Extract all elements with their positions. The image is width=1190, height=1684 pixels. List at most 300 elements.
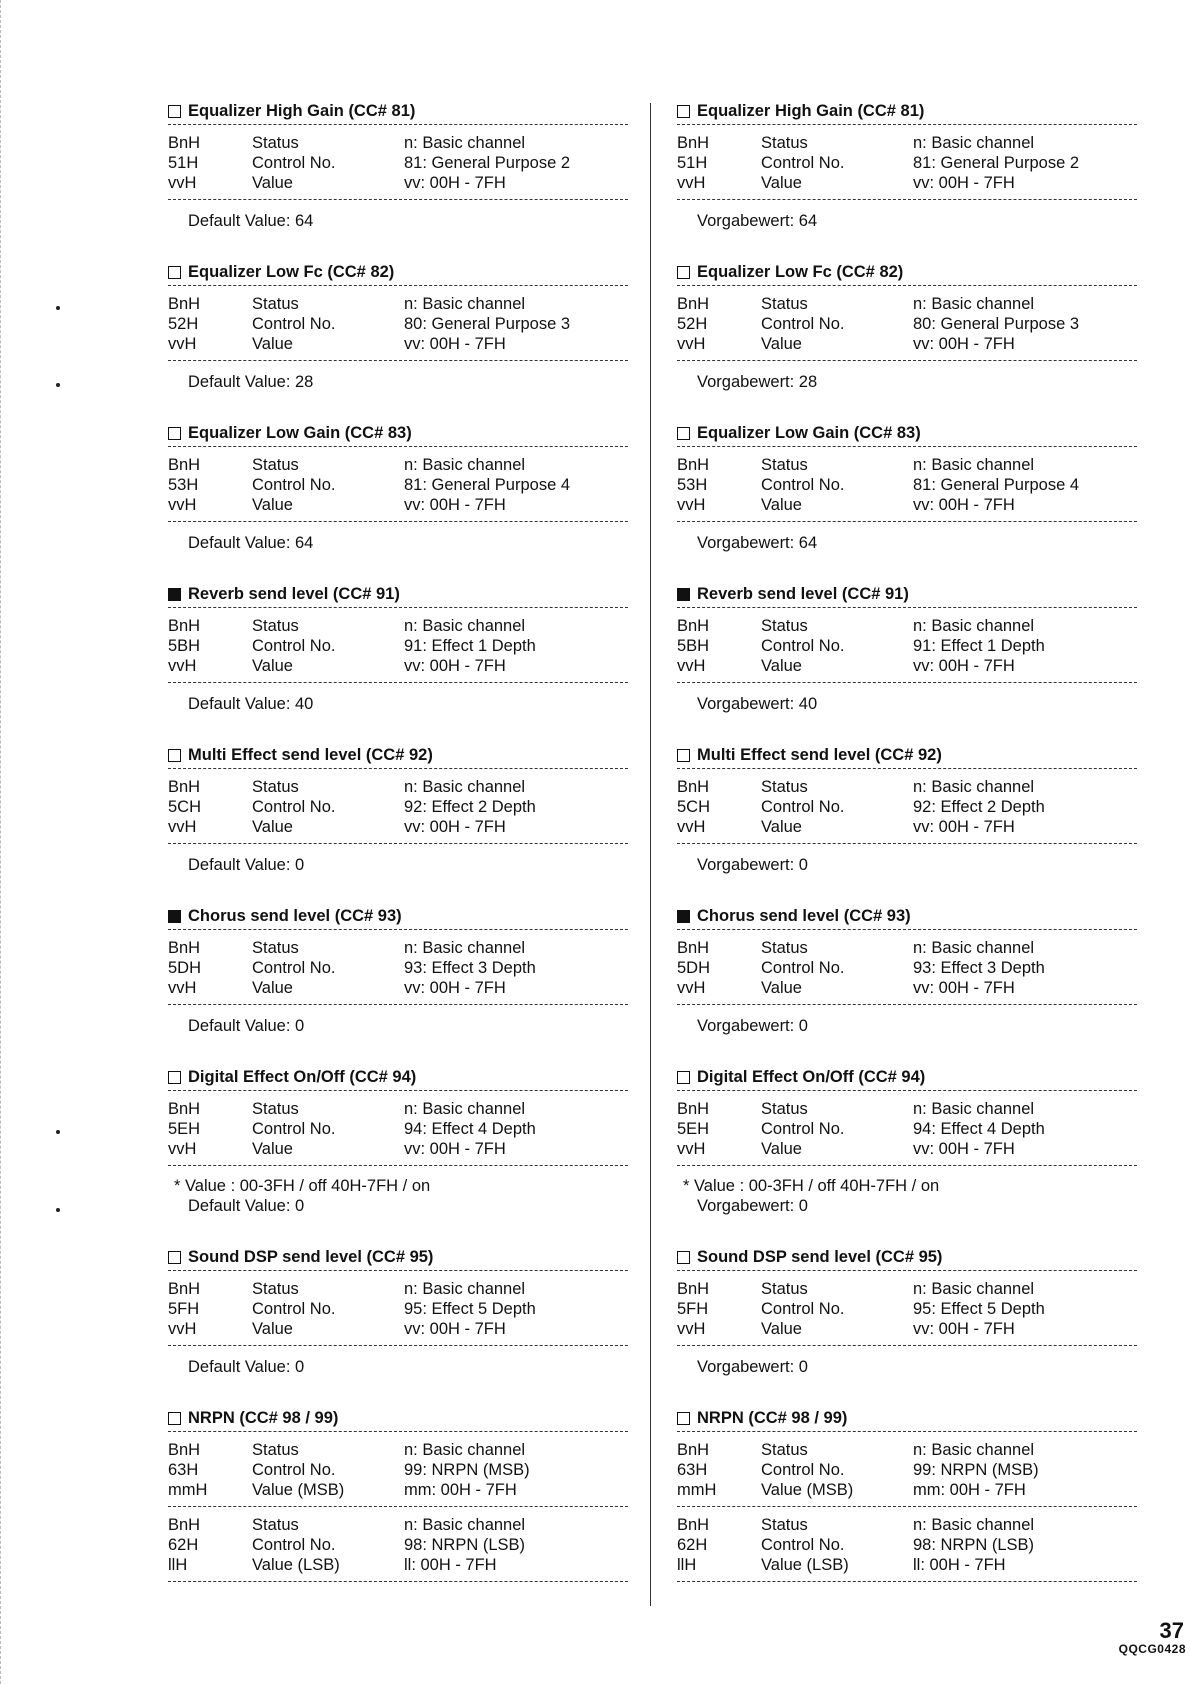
status-code: BnH — [168, 456, 201, 474]
control-hex: 51H — [677, 154, 708, 172]
status-value: n: Basic channel — [913, 1100, 1035, 1118]
message-rows — [168, 447, 628, 521]
cc-section — [168, 1244, 628, 1405]
nrpn-cell: 63H — [168, 1461, 199, 1479]
control-row — [168, 958, 628, 978]
control-hex: 52H — [168, 315, 199, 333]
value-row — [677, 495, 1137, 515]
column-german — [677, 98, 1137, 1582]
section-title-text: Digital Effect On/Off (CC# 94) — [697, 1068, 926, 1086]
control-hex: 5BH — [168, 637, 201, 655]
control-hex: 5BH — [677, 637, 710, 655]
section-title — [168, 742, 628, 768]
message-rows — [168, 1271, 628, 1345]
nrpn-row — [677, 1440, 1137, 1460]
control-row — [677, 636, 1137, 656]
checkbox-icon — [677, 1412, 690, 1425]
control-label: Control No. — [252, 154, 336, 172]
default-note: Default Value: 64 — [188, 534, 314, 552]
default-note: Vorgabewert: 0 — [697, 1358, 808, 1376]
checkbox-icon — [168, 105, 181, 118]
control-label: Control No. — [761, 1120, 845, 1138]
control-desc: 91: Effect 1 Depth — [913, 637, 1045, 655]
cc-section — [168, 420, 628, 581]
status-value: n: Basic channel — [913, 939, 1035, 957]
nrpn-row — [677, 1535, 1137, 1555]
control-label: Control No. — [252, 798, 336, 816]
control-desc: 95: Effect 5 Depth — [913, 1300, 1045, 1318]
nrpn-cell: n: Basic channel — [913, 1441, 1035, 1459]
control-hex: 5CH — [677, 798, 711, 816]
default-note: Vorgabewert: 0 — [697, 856, 808, 874]
cc-section — [677, 742, 1137, 903]
default-note: Default Value: 0 — [188, 856, 305, 874]
default-note: Vorgabewert: 40 — [697, 695, 818, 713]
default-note: Vorgabewert: 28 — [697, 373, 818, 391]
control-row — [677, 958, 1137, 978]
status-label: Status — [761, 617, 808, 635]
control-hex: 5DH — [677, 959, 711, 977]
status-label: Status — [252, 617, 299, 635]
nrpn-lsb-rows — [677, 1507, 1137, 1581]
nrpn-cell: 62H — [677, 1536, 708, 1554]
cc-section — [168, 742, 628, 903]
nrpn-cell: Status — [252, 1516, 299, 1534]
control-desc: 81: General Purpose 2 — [913, 154, 1080, 172]
status-value: n: Basic channel — [404, 1100, 526, 1118]
nrpn-row — [168, 1515, 628, 1535]
value-code: vvH — [168, 979, 197, 997]
control-desc: 92: Effect 2 Depth — [404, 798, 536, 816]
nrpn-cell: BnH — [168, 1441, 201, 1459]
value-range: vv: 00H - 7FH — [913, 335, 1015, 353]
status-code: BnH — [168, 939, 201, 957]
status-row — [677, 1279, 1137, 1299]
value-label: Value — [252, 335, 293, 353]
section-title-text: Equalizer Low Gain (CC# 83) — [697, 424, 921, 442]
control-hex: 5DH — [168, 959, 202, 977]
section-title — [677, 742, 1137, 768]
nrpn-cell: ll: 00H - 7FH — [404, 1556, 497, 1574]
value-row — [677, 334, 1137, 354]
control-row — [677, 797, 1137, 817]
nrpn-cell: mm: 00H - 7FH — [913, 1481, 1026, 1499]
checkbox-icon — [168, 1071, 181, 1084]
status-label: Status — [761, 456, 808, 474]
section-title-text: Chorus send level (CC# 93) — [188, 907, 402, 925]
value-row — [677, 1139, 1137, 1159]
nrpn-cell: Status — [761, 1441, 808, 1459]
status-label: Status — [252, 456, 299, 474]
default-note: Vorgabewert: 0 — [697, 1017, 808, 1035]
control-hex: 5CH — [168, 798, 202, 816]
value-row — [168, 1319, 628, 1339]
checkbox-icon — [677, 588, 690, 601]
cc-section — [677, 420, 1137, 581]
section-title-text: Equalizer High Gain (CC# 81) — [697, 102, 925, 120]
nrpn-row — [168, 1460, 628, 1480]
section-title-text: Multi Effect send level (CC# 92) — [188, 746, 433, 764]
value-range: vv: 00H - 7FH — [913, 818, 1015, 836]
nrpn-cell: Value (MSB) — [252, 1481, 345, 1499]
status-row — [168, 1279, 628, 1299]
section-title — [168, 420, 628, 446]
section-title — [677, 1064, 1137, 1090]
value-note: * Value : 00-3FH / off 40H-7FH / on — [174, 1177, 431, 1195]
control-label: Control No. — [761, 637, 845, 655]
column-divider — [650, 103, 651, 1606]
dashed-rule — [677, 1581, 1137, 1582]
section-title — [168, 1405, 628, 1431]
checkbox-icon — [677, 1251, 690, 1264]
control-desc: 80: General Purpose 3 — [913, 315, 1080, 333]
nrpn-cell: Status — [761, 1516, 808, 1534]
nrpn-cell: Value (LSB) — [761, 1556, 849, 1574]
section-title-text: Chorus send level (CC# 93) — [697, 907, 911, 925]
status-value: n: Basic channel — [404, 456, 526, 474]
status-row — [677, 455, 1137, 475]
value-label: Value — [252, 1140, 293, 1158]
nrpn-msb-rows — [168, 1432, 628, 1506]
status-value: n: Basic channel — [404, 295, 526, 313]
control-hex: 5EH — [168, 1120, 201, 1138]
value-label: Value — [252, 818, 293, 836]
status-label: Status — [761, 295, 808, 313]
checkbox-icon — [168, 1251, 181, 1264]
value-row — [677, 173, 1137, 193]
nrpn-cell: 98: NRPN (LSB) — [404, 1536, 526, 1554]
status-value: n: Basic channel — [404, 1280, 526, 1298]
nrpn-cell: 98: NRPN (LSB) — [913, 1536, 1035, 1554]
nrpn-cell: 99: NRPN (MSB) — [404, 1461, 530, 1479]
value-label: Value — [761, 1140, 802, 1158]
value-range: vv: 00H - 7FH — [404, 335, 506, 353]
control-label: Control No. — [252, 315, 336, 333]
status-row — [168, 777, 628, 797]
value-label: Value — [252, 657, 293, 675]
nrpn-section — [677, 1405, 1137, 1582]
checkbox-icon — [168, 749, 181, 762]
control-row — [677, 314, 1137, 334]
status-value: n: Basic channel — [404, 778, 526, 796]
cc-section — [168, 1064, 628, 1244]
control-desc: 80: General Purpose 3 — [404, 315, 571, 333]
value-label: Value — [761, 1320, 802, 1338]
cc-section — [677, 1064, 1137, 1244]
message-rows — [168, 769, 628, 843]
value-code: vvH — [677, 1320, 706, 1338]
margin-mark — [56, 1208, 60, 1212]
status-code: BnH — [677, 617, 710, 635]
cc-section — [677, 903, 1137, 1064]
control-hex: 5EH — [677, 1120, 710, 1138]
status-row — [677, 777, 1137, 797]
nrpn-cell: 99: NRPN (MSB) — [913, 1461, 1039, 1479]
control-row — [168, 314, 628, 334]
status-row — [677, 1099, 1137, 1119]
value-code: vvH — [677, 174, 706, 192]
status-code: BnH — [168, 295, 201, 313]
section-title — [677, 259, 1137, 285]
value-row — [677, 656, 1137, 676]
message-rows — [168, 930, 628, 1004]
control-desc: 93: Effect 3 Depth — [913, 959, 1045, 977]
value-label: Value — [252, 174, 293, 192]
nrpn-row — [168, 1535, 628, 1555]
control-desc: 93: Effect 3 Depth — [404, 959, 536, 977]
control-hex: 53H — [677, 476, 708, 494]
checkbox-icon — [677, 105, 690, 118]
cc-section — [168, 98, 628, 259]
value-code: vvH — [168, 818, 197, 836]
control-row — [677, 153, 1137, 173]
value-range: vv: 00H - 7FH — [404, 979, 506, 997]
section-title — [168, 903, 628, 929]
value-range: vv: 00H - 7FH — [913, 496, 1015, 514]
control-desc: 81: General Purpose 4 — [913, 476, 1080, 494]
message-rows — [677, 447, 1137, 521]
value-label: Value — [252, 496, 293, 514]
control-row — [168, 153, 628, 173]
status-code: BnH — [677, 1280, 710, 1298]
control-desc: 95: Effect 5 Depth — [404, 1300, 536, 1318]
message-rows — [677, 608, 1137, 682]
nrpn-row — [168, 1555, 628, 1575]
value-range: vv: 00H - 7FH — [404, 657, 506, 675]
section-title — [168, 98, 628, 124]
status-row — [168, 133, 628, 153]
section-title — [677, 1405, 1137, 1431]
checkbox-icon — [677, 910, 690, 923]
status-code: BnH — [677, 456, 710, 474]
message-rows — [168, 608, 628, 682]
cc-section — [677, 581, 1137, 742]
value-code: vvH — [677, 657, 706, 675]
control-label: Control No. — [761, 315, 845, 333]
dashed-rule — [168, 1581, 628, 1582]
value-range: vv: 00H - 7FH — [913, 657, 1015, 675]
value-range: vv: 00H - 7FH — [404, 1320, 506, 1338]
nrpn-cell: 62H — [168, 1536, 199, 1554]
section-title-text: Multi Effect send level (CC# 92) — [697, 746, 942, 764]
nrpn-row — [677, 1515, 1137, 1535]
value-code: vvH — [677, 1140, 706, 1158]
section-title — [677, 420, 1137, 446]
control-desc: 92: Effect 2 Depth — [913, 798, 1045, 816]
cc-section — [677, 259, 1137, 420]
nrpn-cell: Control No. — [761, 1461, 845, 1479]
value-row — [168, 656, 628, 676]
status-row — [677, 616, 1137, 636]
section-title-text: Sound DSP send level (CC# 95) — [697, 1248, 943, 1266]
message-rows — [677, 1271, 1137, 1345]
nrpn-cell: Control No. — [761, 1536, 845, 1554]
section-title-text: Digital Effect On/Off (CC# 94) — [188, 1068, 417, 1086]
margin-mark — [56, 306, 60, 310]
cc-section — [168, 581, 628, 742]
value-range: vv: 00H - 7FH — [913, 979, 1015, 997]
message-rows — [677, 125, 1137, 199]
status-value: n: Basic channel — [404, 939, 526, 957]
nrpn-cell: n: Basic channel — [913, 1516, 1035, 1534]
default-value: Vorgabewert: 0 — [697, 1197, 808, 1215]
default-note: Default Value: 0 — [188, 1017, 305, 1035]
value-label: Value — [252, 979, 293, 997]
section-title — [677, 581, 1137, 607]
status-row — [168, 616, 628, 636]
section-title — [168, 1064, 628, 1090]
value-range: vv: 00H - 7FH — [913, 174, 1015, 192]
status-label: Status — [761, 1280, 808, 1298]
checkbox-icon — [677, 749, 690, 762]
section-title-text: Reverb send level (CC# 91) — [188, 585, 400, 603]
status-code: BnH — [168, 617, 201, 635]
status-label: Status — [761, 134, 808, 152]
value-code: vvH — [677, 335, 706, 353]
message-rows — [677, 286, 1137, 360]
value-range: vv: 00H - 7FH — [404, 496, 506, 514]
nrpn-cell: 63H — [677, 1461, 708, 1479]
status-row — [168, 455, 628, 475]
value-label: Value — [252, 1320, 293, 1338]
value-label: Value — [761, 818, 802, 836]
value-row — [168, 1139, 628, 1159]
nrpn-row — [168, 1480, 628, 1500]
value-label: Value — [761, 335, 802, 353]
status-code: BnH — [677, 939, 710, 957]
default-note: Vorgabewert: 64 — [697, 212, 818, 230]
checkbox-icon — [677, 1071, 690, 1084]
nrpn-cell: ll: 00H - 7FH — [913, 1556, 1006, 1574]
status-code: BnH — [677, 1100, 710, 1118]
value-code: vvH — [677, 496, 706, 514]
control-row — [168, 1299, 628, 1319]
control-row — [168, 1119, 628, 1139]
default-note — [677, 1166, 1137, 1222]
status-label: Status — [761, 778, 808, 796]
margin-mark — [56, 1130, 60, 1134]
nrpn-cell: Value (LSB) — [252, 1556, 340, 1574]
nrpn-msb-rows — [677, 1432, 1137, 1506]
section-title — [677, 903, 1137, 929]
value-code: vvH — [168, 1320, 197, 1338]
status-label: Status — [761, 939, 808, 957]
nrpn-cell: BnH — [677, 1516, 710, 1534]
status-code: BnH — [168, 134, 201, 152]
value-row — [677, 1319, 1137, 1339]
section-title-text: NRPN (CC# 98 / 99) — [188, 1409, 339, 1427]
value-label: Value — [761, 979, 802, 997]
message-rows — [168, 125, 628, 199]
status-label: Status — [252, 1280, 299, 1298]
status-value: n: Basic channel — [913, 456, 1035, 474]
value-row — [168, 173, 628, 193]
status-row — [677, 294, 1137, 314]
section-title-text: Sound DSP send level (CC# 95) — [188, 1248, 434, 1266]
nrpn-cell: Control No. — [252, 1536, 336, 1554]
status-value: n: Basic channel — [913, 134, 1035, 152]
section-title-text: Reverb send level (CC# 91) — [697, 585, 909, 603]
value-row — [677, 817, 1137, 837]
value-code: vvH — [677, 979, 706, 997]
nrpn-cell: mmH — [168, 1481, 208, 1499]
cc-section — [677, 98, 1137, 259]
section-title — [168, 581, 628, 607]
nrpn-section — [168, 1405, 628, 1582]
control-desc: 81: General Purpose 4 — [404, 476, 571, 494]
status-value: n: Basic channel — [913, 617, 1035, 635]
status-label: Status — [252, 134, 299, 152]
value-range: vv: 00H - 7FH — [913, 1320, 1015, 1338]
control-row — [168, 636, 628, 656]
status-row — [168, 1099, 628, 1119]
value-code: vvH — [168, 174, 197, 192]
control-hex: 5FH — [168, 1300, 200, 1318]
control-label: Control No. — [252, 476, 336, 494]
nrpn-row — [677, 1460, 1137, 1480]
control-label: Control No. — [252, 959, 336, 977]
checkbox-icon — [168, 588, 181, 601]
status-label: Status — [252, 295, 299, 313]
section-title — [168, 1244, 628, 1270]
value-range: vv: 00H - 7FH — [913, 1140, 1015, 1158]
control-label: Control No. — [252, 1300, 336, 1318]
control-label: Control No. — [761, 476, 845, 494]
default-value: Default Value: 0 — [188, 1197, 305, 1215]
section-title — [168, 259, 628, 285]
default-note: Vorgabewert: 64 — [697, 534, 818, 552]
value-row — [168, 978, 628, 998]
value-code: vvH — [168, 496, 197, 514]
control-hex: 5FH — [677, 1300, 709, 1318]
value-row — [168, 495, 628, 515]
section-title-text: Equalizer Low Fc (CC# 82) — [188, 263, 395, 281]
section-title — [677, 98, 1137, 124]
section-title-text: NRPN (CC# 98 / 99) — [697, 1409, 848, 1427]
control-row — [168, 475, 628, 495]
checkbox-icon — [677, 266, 690, 279]
value-range: vv: 00H - 7FH — [404, 818, 506, 836]
nrpn-cell: Status — [252, 1441, 299, 1459]
nrpn-cell: llH — [168, 1556, 188, 1574]
control-row — [677, 475, 1137, 495]
nrpn-row — [168, 1440, 628, 1460]
control-label: Control No. — [252, 637, 336, 655]
default-note — [168, 1166, 628, 1222]
nrpn-cell: BnH — [677, 1441, 710, 1459]
status-code: BnH — [168, 1280, 201, 1298]
checkbox-icon — [677, 427, 690, 440]
nrpn-cell: llH — [677, 1556, 697, 1574]
cc-section — [168, 903, 628, 1064]
section-title-text: Equalizer Low Fc (CC# 82) — [697, 263, 904, 281]
control-hex: 51H — [168, 154, 199, 172]
status-row — [677, 938, 1137, 958]
margin-mark — [56, 383, 60, 387]
control-label: Control No. — [761, 959, 845, 977]
status-code: BnH — [168, 778, 201, 796]
status-label: Status — [252, 778, 299, 796]
status-value: n: Basic channel — [913, 1280, 1035, 1298]
control-row — [168, 797, 628, 817]
control-label: Control No. — [761, 798, 845, 816]
value-label: Value — [761, 496, 802, 514]
section-title-text: Equalizer Low Gain (CC# 83) — [188, 424, 412, 442]
nrpn-row — [677, 1555, 1137, 1575]
nrpn-cell: Control No. — [252, 1461, 336, 1479]
message-rows — [168, 286, 628, 360]
control-label: Control No. — [761, 154, 845, 172]
